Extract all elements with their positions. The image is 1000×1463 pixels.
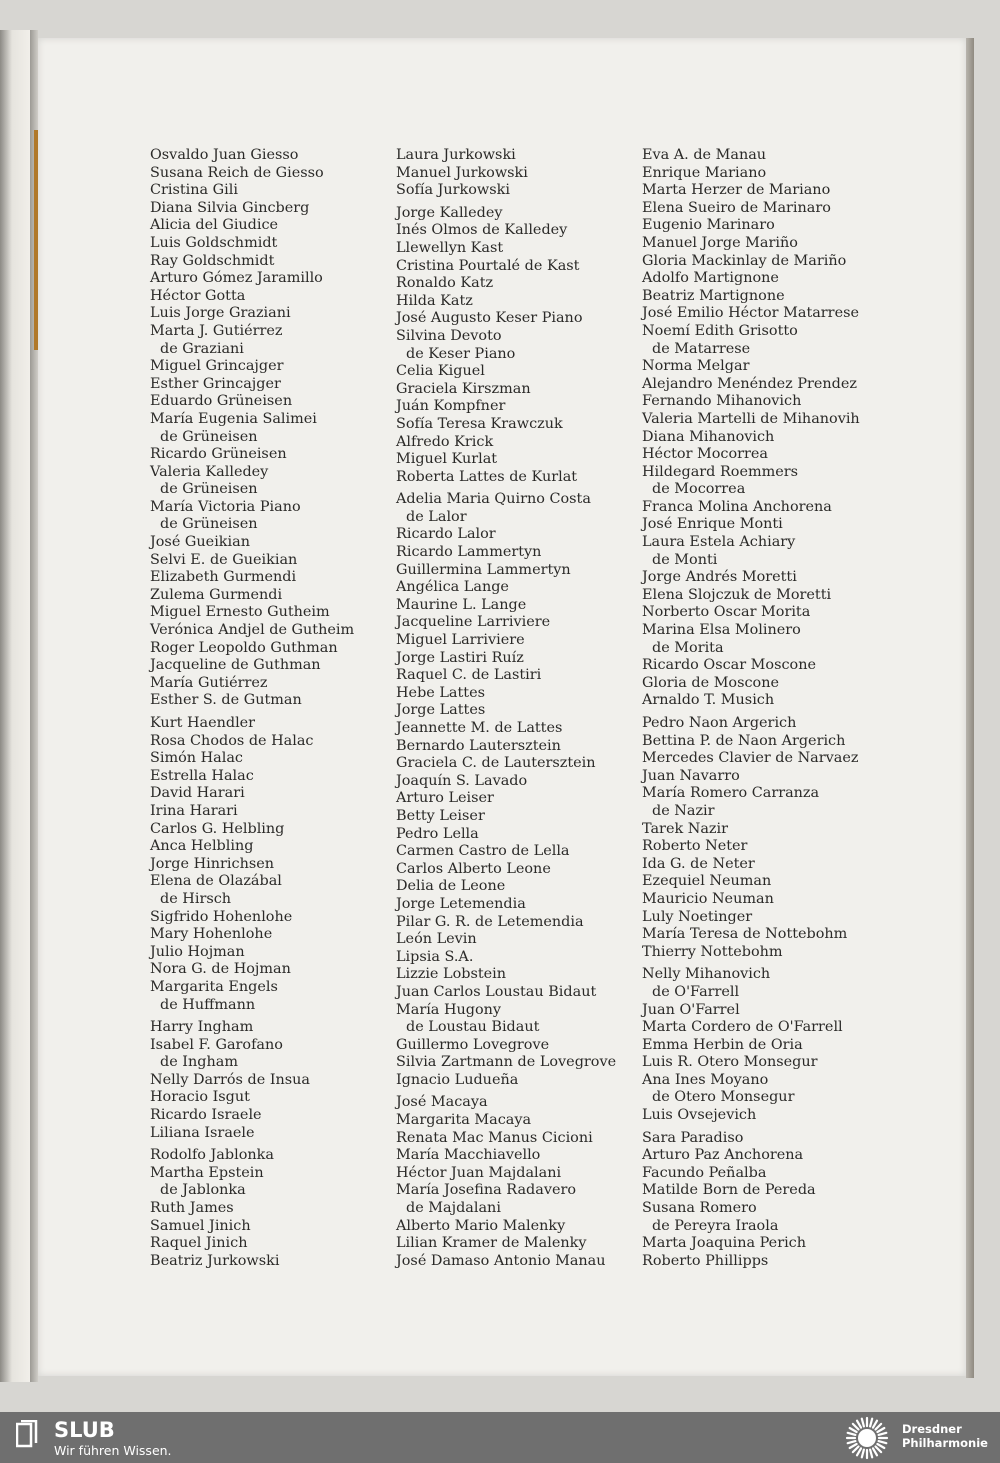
- name-entry: Verónica Andjel de Gutheim: [150, 622, 355, 639]
- name-entry: Susana Reich de Giesso: [150, 164, 324, 181]
- slub-tagline: Wir führen Wissen.: [54, 1443, 172, 1458]
- name-entry: Diana Mihanovich: [642, 428, 775, 445]
- name-entry: Laura Jurkowski: [396, 147, 516, 163]
- name-continuation: de Graziani: [160, 340, 244, 357]
- name-entry: Ana Ines Moyano: [642, 1071, 769, 1088]
- name-entry: Jorge Letemendia: [396, 895, 526, 912]
- name-entry: Margarita Macaya: [396, 1112, 532, 1129]
- name-entry: Juan Carlos Loustau Bidaut: [396, 983, 597, 1000]
- name-entry: Diana Silvia Gincberg: [150, 199, 310, 216]
- name-entry: Arturo Paz Anchorena: [642, 1147, 804, 1164]
- name-entry: Jacqueline Larriviere: [396, 614, 551, 631]
- name-entry: Elena Slojczuk de Moretti: [642, 586, 832, 603]
- name-entry: Mauricio Neuman: [642, 890, 774, 907]
- name-entry: Ricardo Lammertyn: [396, 544, 542, 561]
- name-entry: Arturo Leiser: [396, 790, 494, 807]
- dresdner-philharmonie-name[interactable]: [902, 1422, 988, 1450]
- name-entry: Selvi E. de Gueikian: [150, 551, 298, 568]
- name-entry: Delia de Leone: [396, 878, 506, 895]
- name-continuation: de Ingham: [160, 1054, 238, 1071]
- name-entry: Manuel Jorge Mariño: [642, 234, 798, 251]
- name-entry: Renata Mac Manus Cicioni: [396, 1129, 593, 1146]
- name-entry: Pilar G. R. de Letemendia: [396, 913, 584, 930]
- name-entry: Margarita Engels: [150, 978, 278, 995]
- name-entry: Rodolfo Jablonka: [150, 1147, 274, 1164]
- name-entry: Jeannette M. de Lattes: [396, 720, 563, 736]
- name-entry: Noemí Edith Grisotto: [642, 322, 798, 339]
- name-entry: Juan Navarro: [642, 767, 740, 784]
- name-entry: Emma Herbin de Oria: [642, 1036, 803, 1053]
- dresdner-philharmonie-logo-icon[interactable]: [840, 1415, 894, 1461]
- name-group: [642, 1130, 882, 1271]
- name-entry: Adelia Maria Quirno Costa: [396, 491, 591, 508]
- name-entry: Jorge Kalledey: [396, 204, 503, 221]
- name-entry: Raquel C. de Lastiri: [396, 667, 542, 684]
- name-entry: Estrella Halac: [150, 767, 254, 784]
- name-entry: María Eugenia Salimei: [150, 410, 317, 427]
- name-entry: Isabel F. Garofano: [150, 1036, 283, 1053]
- name-continuation: de Majdalani: [406, 1200, 501, 1217]
- name-entry: Bernardo Lautersztein: [396, 737, 561, 754]
- name-entry: Kurt Haendler: [150, 715, 256, 731]
- name-continuation: de Hirsch: [160, 890, 232, 907]
- name-group: [642, 147, 882, 710]
- name-entry: Héctor Juan Majdalani: [396, 1164, 562, 1181]
- name-entry: Valeria Martelli de Mihanovih: [642, 410, 860, 427]
- name-entry: Eugenio Marinaro: [642, 217, 775, 234]
- name-continuation: de Jablonka: [160, 1182, 246, 1199]
- name-entry: Adolfo Martignone: [642, 270, 779, 287]
- name-entry: Susana Romero: [642, 1200, 757, 1217]
- name-entry: Horacio Isgut: [150, 1089, 250, 1106]
- name-group: [642, 966, 882, 1124]
- name-entry: Norma Melgar: [642, 358, 750, 375]
- name-entry: Franca Molina Anchorena: [642, 498, 832, 515]
- name-entry: Martha Epstein: [150, 1164, 264, 1181]
- name-entry: Sofía Jurkowski: [396, 182, 510, 199]
- name-entry: Tarek Nazir: [642, 820, 728, 837]
- name-entry: Graciela C. de Lautersztein: [396, 755, 596, 772]
- name-entry: Nelly Mihanovich: [642, 966, 771, 983]
- name-entry: Manuel Jurkowski: [396, 164, 528, 181]
- name-continuation: de Grüneisen: [160, 516, 258, 533]
- name-entry: Roberta Lattes de Kurlat: [396, 468, 578, 485]
- name-entry: Gloria Mackinlay de Mariño: [642, 252, 847, 269]
- name-entry: María Teresa de Nottebohm: [642, 926, 848, 943]
- name-entry: Norberto Oscar Morita: [642, 604, 811, 621]
- name-entry: Miguel Ernesto Gutheim: [150, 604, 330, 621]
- name-entry: Jorge Hinrichsen: [150, 855, 275, 872]
- left-page-edge: [0, 30, 30, 1382]
- partner-name-line-2: Philharmonie: [902, 1436, 988, 1450]
- name-entry: Ronaldo Katz: [396, 275, 494, 292]
- name-entry: Roger Leopoldo Guthman: [150, 639, 338, 656]
- name-continuation: de Keser Piano: [406, 345, 516, 362]
- name-continuation: de Huffmann: [160, 996, 256, 1013]
- name-entry: Marina Elsa Molinero: [642, 622, 801, 639]
- name-entry: Elena de Olazábal: [150, 873, 282, 890]
- name-entry: Ignacio Ludueña: [396, 1071, 519, 1088]
- name-entry: Thierry Nottebohm: [642, 943, 783, 960]
- name-entry: Fernando Mihanovich: [642, 393, 802, 410]
- name-entry: Hebe Lattes: [396, 684, 485, 701]
- name-entry: María Macchiavello: [396, 1147, 541, 1164]
- name-entry: Mary Hohenlohe: [150, 926, 273, 943]
- name-entry: Nora G. de Hojman: [150, 961, 291, 978]
- name-entry: José Emilio Héctor Matarrese: [642, 305, 859, 322]
- name-entry: Bettina P. de Naon Argerich: [642, 732, 846, 749]
- name-entry: José Macaya: [396, 1094, 488, 1111]
- name-entry: Harry Ingham: [150, 1019, 254, 1036]
- name-continuation: de Pereyra Iraola: [652, 1217, 779, 1234]
- name-entry: José Augusto Keser Piano: [396, 310, 583, 327]
- name-entry: Beatriz Jurkowski: [150, 1252, 280, 1269]
- name-entry: Jorge Lattes: [396, 702, 486, 719]
- name-entry: Graciela Kirszman: [396, 380, 531, 397]
- name-group: [150, 715, 390, 1014]
- name-column-3: [642, 147, 882, 1275]
- slub-library-name[interactable]: SLUB: [54, 1418, 115, 1442]
- name-entry: Cristina Pourtalé de Kast: [396, 257, 580, 274]
- name-entry: Valeria Kalledey: [150, 463, 269, 480]
- name-entry: Sofía Teresa Krawczuk: [396, 415, 563, 432]
- name-continuation: de Matarrese: [652, 340, 751, 357]
- name-entry: Esther S. de Gutman: [150, 692, 302, 709]
- name-entry: Luis Ovsejevich: [642, 1107, 757, 1124]
- name-entry: Marta Cordero de O'Farrell: [642, 1019, 843, 1036]
- name-entry: Jacqueline de Guthman: [150, 657, 321, 674]
- name-entry: Marta Herzer de Mariano: [642, 182, 831, 199]
- name-entry: Juán Kompfner: [396, 398, 506, 415]
- name-continuation: de Morita: [652, 639, 724, 656]
- name-entry: Cristina Gili: [150, 182, 238, 199]
- name-entry: Inés Olmos de Kalledey: [396, 222, 568, 239]
- name-continuation: de Nazir: [652, 802, 715, 819]
- name-entry: Facundo Peñalba: [642, 1164, 767, 1181]
- name-entry: Esther Grincajger: [150, 375, 281, 392]
- name-entry: Miguel Kurlat: [396, 451, 498, 468]
- name-entry: Silvina Devoto: [396, 327, 502, 344]
- name-entry: Laura Estela Achiary: [642, 534, 796, 551]
- name-entry: Ray Goldschmidt: [150, 252, 275, 269]
- name-entry: Julio Hojman: [150, 943, 245, 960]
- name-group: [396, 491, 636, 1089]
- name-entry: Raquel Jinich: [150, 1235, 248, 1252]
- name-entry: Miguel Larriviere: [396, 632, 525, 649]
- name-entry: Hilda Katz: [396, 292, 473, 309]
- name-entry: Ida G. de Neter: [642, 855, 755, 872]
- name-entry: León Levin: [396, 931, 477, 948]
- name-entry: Eduardo Grüneisen: [150, 393, 293, 410]
- name-entry: Liliana Israele: [150, 1124, 255, 1141]
- name-entry: Ricardo Oscar Moscone: [642, 657, 816, 674]
- name-entry: Eva A. de Manau: [642, 147, 767, 163]
- name-entry: Luis Goldschmidt: [150, 234, 278, 251]
- name-entry: María Hugony: [396, 1001, 502, 1018]
- name-entry: Mercedes Clavier de Narvaez: [642, 750, 859, 767]
- name-entry: Juan O'Farrel: [642, 1001, 740, 1018]
- name-entry: Ruth James: [150, 1200, 234, 1217]
- name-group: [150, 147, 390, 710]
- name-entry: Jorge Lastiri Ruíz: [396, 649, 524, 666]
- name-entry: David Harari: [150, 785, 245, 802]
- name-continuation: de Grüneisen: [160, 481, 258, 498]
- name-entry: Betty Leiser: [396, 807, 485, 824]
- name-entry: Arnaldo T. Musich: [642, 692, 775, 709]
- name-continuation: de Lalor: [406, 508, 467, 525]
- partner-name-line-1: Dresdner: [902, 1422, 962, 1436]
- name-entry: Alfredo Krick: [396, 433, 494, 450]
- name-entry: Elena Sueiro de Marinaro: [642, 199, 831, 216]
- name-entry: Anca Helbling: [150, 838, 254, 855]
- name-entry: Jorge Andrés Moretti: [642, 569, 797, 586]
- name-entry: Ezequiel Neuman: [642, 873, 772, 890]
- name-group: [396, 147, 636, 200]
- name-entry: Lizzie Lobstein: [396, 966, 507, 983]
- name-entry: Carlos G. Helbling: [150, 820, 285, 837]
- name-entry: Marta Joaquina Perich: [642, 1235, 807, 1252]
- name-entry: Carmen Castro de Lella: [396, 843, 570, 860]
- name-group: [150, 1019, 390, 1142]
- name-group: [642, 715, 882, 961]
- name-entry: Nelly Darrós de Insua: [150, 1071, 311, 1088]
- name-entry: Lipsia S.A.: [396, 948, 474, 965]
- name-entry: Celia Kiguel: [396, 363, 485, 380]
- name-entry: María Gutiérrez: [150, 674, 268, 691]
- name-entry: Sigfrido Hohenlohe: [150, 908, 293, 925]
- name-entry: Luis R. Otero Monsegur: [642, 1054, 818, 1071]
- name-entry: Sara Paradiso: [642, 1129, 744, 1146]
- name-entry: Irina Harari: [150, 802, 238, 819]
- name-column-2: [396, 147, 636, 1275]
- name-entry: José Damaso Antonio Manau: [396, 1252, 606, 1269]
- name-entry: Simón Halac: [150, 750, 243, 767]
- name-group: [396, 1094, 636, 1270]
- name-continuation: de Loustau Bidaut: [406, 1019, 540, 1036]
- name-entry: Arturo Gómez Jaramillo: [150, 270, 323, 287]
- name-entry: Guillermina Lammertyn: [396, 561, 571, 578]
- name-entry: Hildegard Roemmers: [642, 463, 799, 480]
- name-entry: Samuel Jinich: [150, 1217, 251, 1234]
- name-entry: Zulema Gurmendi: [150, 586, 283, 603]
- name-entry: Miguel Grincajger: [150, 358, 284, 375]
- name-entry: Alberto Mario Malenky: [396, 1217, 566, 1234]
- name-entry: José Gueikian: [150, 534, 250, 551]
- name-entry: Beatriz Martignone: [642, 287, 785, 304]
- name-entry: Guillermo Lovegrove: [396, 1036, 550, 1053]
- name-continuation: de Monti: [652, 551, 718, 568]
- name-entry: Maurine L. Lange: [396, 596, 527, 613]
- name-entry: Pedro Lella: [396, 825, 479, 842]
- name-entry: Marta J. Gutiérrez: [150, 322, 283, 339]
- name-column-1: [150, 147, 390, 1275]
- name-entry: Matilde Born de Pereda: [642, 1182, 816, 1199]
- name-entry: Luis Jorge Graziani: [150, 305, 291, 322]
- name-entry: Ricardo Grüneisen: [150, 446, 287, 463]
- name-entry: Pedro Naon Argerich: [642, 715, 797, 731]
- name-continuation: de Mocorrea: [652, 481, 746, 498]
- name-entry: Lilian Kramer de Malenky: [396, 1235, 587, 1252]
- name-entry: Ricardo Lalor: [396, 526, 496, 543]
- slub-book-icon[interactable]: [16, 1420, 38, 1448]
- name-entry: Héctor Mocorrea: [642, 446, 769, 463]
- name-entry: Alejandro Menéndez Prendez: [642, 375, 857, 392]
- name-entry: Gloria de Moscone: [642, 674, 779, 691]
- name-entry: María Victoria Piano: [150, 498, 301, 515]
- name-entry: María Romero Carranza: [642, 785, 820, 802]
- name-continuation: de O'Farrell: [652, 983, 740, 1000]
- name-entry: Carlos Alberto Leone: [396, 860, 551, 877]
- name-entry: Angélica Lange: [396, 579, 509, 596]
- name-entry: José Enrique Monti: [642, 516, 783, 533]
- name-entry: Rosa Chodos de Halac: [150, 732, 314, 749]
- name-entry: Joaquín S. Lavado: [396, 772, 528, 789]
- page-edge-color-strip: [34, 130, 38, 350]
- name-entry: Luly Noetinger: [642, 908, 753, 925]
- name-entry: Roberto Phillipps: [642, 1252, 769, 1269]
- name-continuation: de Otero Monsegur: [652, 1089, 795, 1106]
- name-group: [396, 205, 636, 487]
- right-page-edge: [966, 38, 974, 1378]
- name-entry: Alicia del Giudice: [150, 217, 279, 234]
- name-entry: Ricardo Israele: [150, 1107, 262, 1124]
- name-entry: Roberto Neter: [642, 838, 748, 855]
- name-entry: María Josefina Radavero: [396, 1182, 577, 1199]
- name-entry: Llewellyn Kast: [396, 239, 504, 256]
- name-entry: Osvaldo Juan Giesso: [150, 147, 299, 163]
- name-group: [150, 1147, 390, 1270]
- footer-bar: [0, 1412, 1000, 1463]
- name-entry: Elizabeth Gurmendi: [150, 569, 297, 586]
- name-continuation: de Grüneisen: [160, 428, 258, 445]
- name-entry: Silvia Zartmann de Lovegrove: [396, 1054, 617, 1071]
- name-entry: Enrique Mariano: [642, 164, 767, 181]
- name-entry: Héctor Gotta: [150, 287, 246, 304]
